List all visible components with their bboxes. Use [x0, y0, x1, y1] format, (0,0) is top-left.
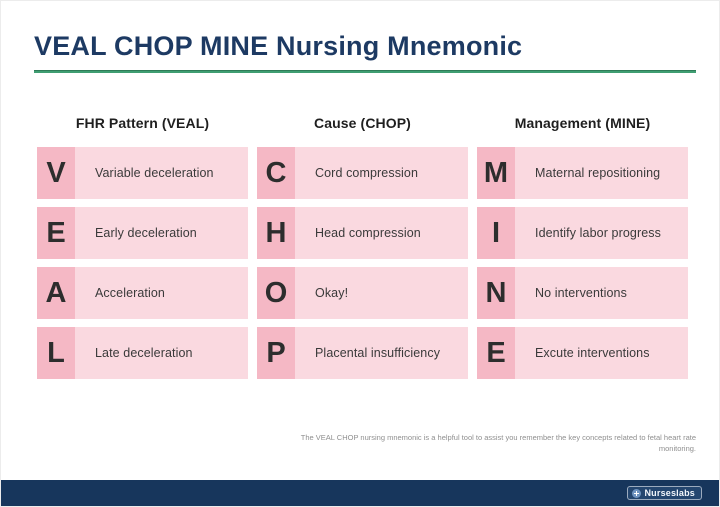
- mnemonic-row: [37, 267, 248, 319]
- mnemonic-row: [477, 207, 688, 259]
- title-underline: [34, 70, 696, 73]
- mnemonic-description: No interventions: [535, 286, 627, 300]
- mnemonic-row: [477, 327, 688, 379]
- nurseslabs-logo: [627, 486, 702, 500]
- mnemonic-grid: [37, 115, 688, 387]
- column-chop: [257, 115, 468, 387]
- mnemonic-row: [257, 327, 468, 379]
- nurseslabs-icon: [632, 489, 641, 498]
- mnemonic-row: [37, 207, 248, 259]
- mnemonic-letter: E: [37, 207, 75, 259]
- column-mine: [477, 115, 688, 387]
- mnemonic-row: [477, 267, 688, 319]
- mnemonic-description: Late deceleration: [95, 346, 193, 360]
- column-header-mine: Management (MINE): [514, 115, 651, 131]
- mnemonic-letter: P: [257, 327, 295, 379]
- mnemonic-letter: O: [257, 267, 295, 319]
- mnemonic-letter: V: [37, 147, 75, 199]
- mnemonic-letter: H: [257, 207, 295, 259]
- mnemonic-row: [257, 267, 468, 319]
- nurseslabs-logo-text: Nurseslabs: [644, 488, 695, 498]
- mnemonic-description: Excute interventions: [535, 346, 650, 360]
- mnemonic-row: [257, 147, 468, 199]
- mnemonic-description: Okay!: [315, 286, 349, 300]
- footer-note: The VEAL CHOP nursing mnemonic is a helpful tool to assist you remember the key concepts related to fetal heart rate monitoring.: [300, 433, 696, 453]
- bottom-brand-bar: [1, 480, 719, 506]
- mnemonic-description: Variable deceleration: [95, 166, 214, 180]
- mnemonic-row: [37, 147, 248, 199]
- mnemonic-row: [37, 327, 248, 379]
- mnemonic-description: Acceleration: [95, 286, 165, 300]
- mnemonic-description: Placental insufficiency: [315, 346, 441, 360]
- mnemonic-letter: M: [477, 147, 515, 199]
- page-title: VEAL CHOP MINE Nursing Mnemonic: [34, 31, 523, 61]
- mnemonic-letter: A: [37, 267, 75, 319]
- mnemonic-letter: E: [477, 327, 515, 379]
- column-veal: [37, 115, 248, 387]
- mnemonic-description: Early deceleration: [95, 226, 197, 240]
- mnemonic-description: Identify labor progress: [535, 226, 661, 240]
- mnemonic-letter: I: [477, 207, 515, 259]
- column-header-chop: Cause (CHOP): [314, 115, 411, 131]
- mnemonic-description: Head compression: [315, 226, 421, 240]
- column-header-veal: FHR Pattern (VEAL): [75, 115, 210, 131]
- mnemonic-description: Maternal repositioning: [535, 166, 661, 180]
- mnemonic-row: [257, 207, 468, 259]
- mnemonic-letter: C: [257, 147, 295, 199]
- mnemonic-row: [477, 147, 688, 199]
- mnemonic-description: Cord compression: [315, 166, 419, 180]
- mnemonic-letter: L: [37, 327, 75, 379]
- mnemonic-letter: N: [477, 267, 515, 319]
